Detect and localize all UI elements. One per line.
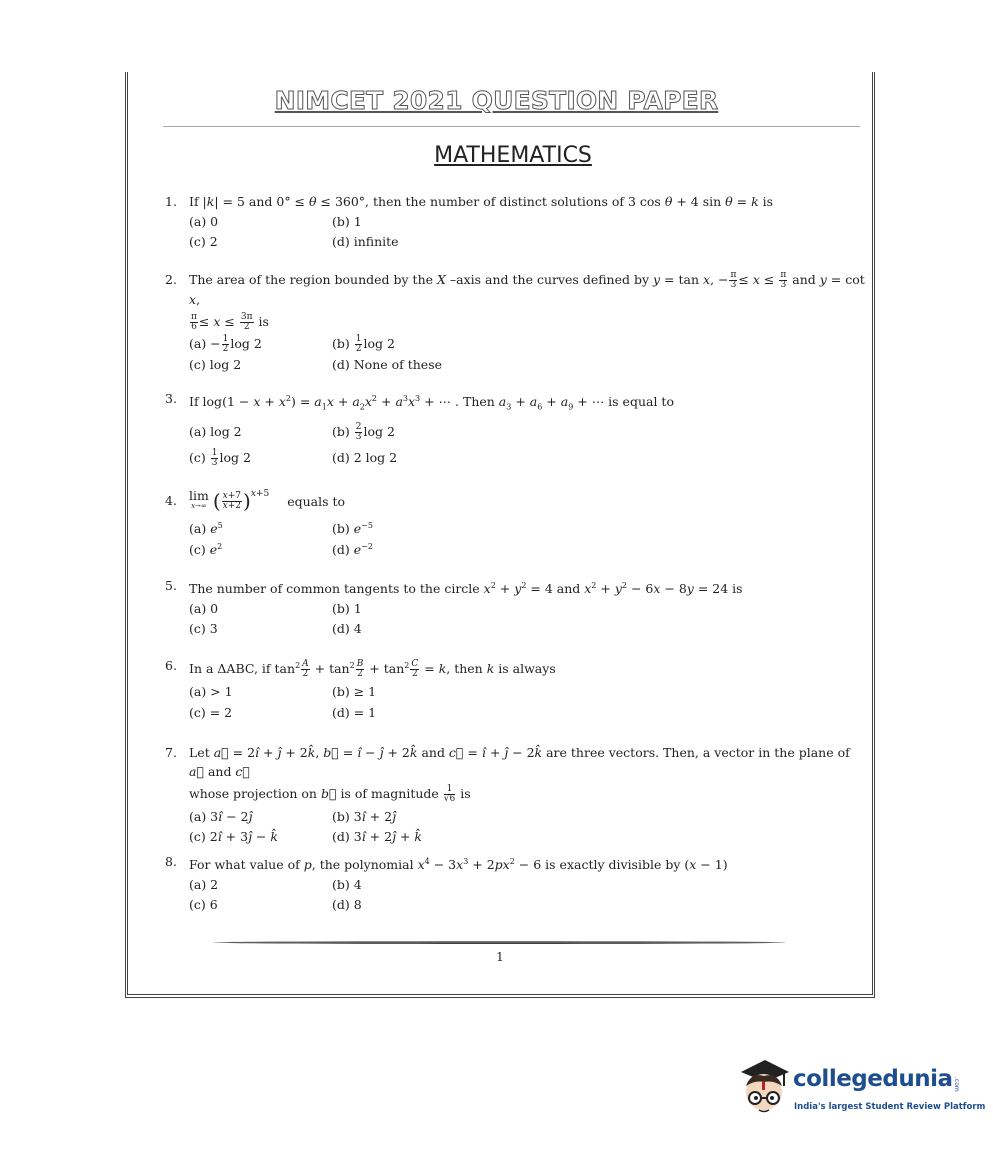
- question-text-cont: whose projection on b⃗ is of magnitude $\frac{1}{√6}$ is: [189, 784, 471, 804]
- option-b[interactable]: (b) $\frac{2}{3}$ log 2: [332, 421, 395, 442]
- option-d[interactable]: (d) 2 log 2: [332, 450, 398, 466]
- option-a[interactable]: (a) $e^5$: [189, 521, 223, 537]
- option-a[interactable]: (a) − $\frac{1}{2}$ log 2: [189, 334, 262, 354]
- question-text: If $\log(1 - x + x^2) = a_1x + a_2x^2 + a^3x^3$ + ⋯ . Then $a_3 + a_6 + a_9$ + ⋯ is equal to: [189, 394, 674, 412]
- option-d[interactable]: (d) = 1: [332, 705, 377, 721]
- option-c[interactable]: (c) $\frac{1}{3}$ log 2: [189, 447, 251, 468]
- question-3: [165, 389, 865, 471]
- brand-name: collegedunia: [793, 1066, 953, 1092]
- page-number: 1: [496, 950, 504, 964]
- option-a[interactable]: (a) 2: [189, 876, 219, 892]
- subject-heading: MATHEMATICS: [434, 143, 592, 168]
- options: [189, 517, 865, 559]
- option-d[interactable]: (d) None of these: [332, 356, 443, 372]
- option-b[interactable]: (b) $e^{-5}$: [332, 521, 373, 537]
- question-number: 1.: [165, 194, 177, 209]
- option-c[interactable]: (c) 6: [189, 896, 218, 912]
- option-c[interactable]: (c) 2: [189, 233, 218, 249]
- option-b[interactable]: (b) 1: [332, 213, 362, 229]
- question-number: 7.: [165, 745, 177, 760]
- option-d[interactable]: (d) 4: [332, 620, 362, 636]
- option-a[interactable]: (a) 0: [189, 213, 219, 229]
- question-4: [165, 485, 865, 559]
- option-a[interactable]: (a) log 2: [189, 424, 242, 440]
- question-text: In a ΔABC, if $\tan^2$ $\frac{A}{2}$ + $\tan^2$ $\frac{B}{2}$ + $\tan^2$ $\frac{C}{2}$ = k, then k is always: [189, 659, 556, 680]
- options: [189, 334, 865, 374]
- question-5: [165, 576, 865, 638]
- option-d[interactable]: (d) infinite: [332, 233, 399, 249]
- option-b[interactable]: (b) 4: [332, 876, 362, 892]
- option-b[interactable]: (b) ≥ 1: [332, 684, 377, 700]
- question-text: For what value of p, the polynomial $x^4 - 3x^3 + 2px^2 - 6$ is exactly divisible by (x − 1): [189, 857, 728, 873]
- question-number: 3.: [165, 391, 177, 406]
- brand-dotcom: .com: [953, 1077, 960, 1092]
- question-number: 2.: [165, 272, 177, 287]
- option-b[interactable]: (b) $\frac{1}{2}$ log 2: [332, 334, 395, 354]
- options: [189, 681, 865, 723]
- option-c[interactable]: (c) 3: [189, 620, 218, 636]
- option-c[interactable]: (c) $e^2$: [189, 542, 223, 558]
- question-text: The number of common tangents to the circle $x^2 + y^2 = 4$ and $x^2 + y^2 - 6x - 8y = 24$ is: [189, 581, 743, 597]
- question-8: [165, 852, 865, 914]
- option-a[interactable]: (a) 0: [189, 600, 219, 616]
- question-number: 6.: [165, 658, 177, 673]
- option-b[interactable]: (b) 1: [332, 600, 362, 616]
- options: [189, 806, 865, 846]
- question-text: Let a⃗ = 2î + ĵ + 2k̂, b⃗ = î − ĵ + 2k̂ and c⃗ = î + ĵ − 2k̂ are three vectors. Then, a vector in the plane of a⃗ and c⃗: [189, 745, 850, 779]
- question-text: If |k| = 5 and 0° ≤ θ ≤ 360°, then the number of distinct solutions of 3 cos θ + 4 sin θ = k is: [189, 194, 774, 209]
- option-d[interactable]: (d) $e^{-2}$: [332, 542, 373, 558]
- options: [189, 419, 865, 471]
- option-d[interactable]: (d) 8: [332, 896, 362, 912]
- question-6: [165, 656, 865, 723]
- options: [189, 874, 865, 914]
- option-b[interactable]: (b) 3î + 2ĵ: [332, 808, 396, 824]
- question-number: 8.: [165, 854, 177, 869]
- question-number: 4.: [165, 493, 177, 508]
- option-c[interactable]: (c) log 2: [189, 356, 242, 372]
- question-text: lim x→∞ ( $\frac{x+7}{x+2}$ ) $^{x +5}$ equals to: [189, 488, 346, 513]
- question-7: [165, 743, 865, 846]
- footer-divider: [213, 941, 786, 944]
- brand-tagline: India's largest Student Review Platform: [794, 1102, 986, 1112]
- question-text: The area of the region bounded by the X –axis and the curves defined by y = tan x, − $\frac{\pi}{3}$ ≤ x ≤ $\frac{\pi}{3}$ and y = cot x,: [189, 270, 865, 307]
- option-c[interactable]: (c) = 2: [189, 705, 233, 721]
- page-title: NIMCET 2021 QUESTION PAPER: [274, 86, 719, 115]
- option-d[interactable]: (d) 3î + 2ĵ + k̂: [332, 828, 422, 844]
- question-1: [165, 192, 865, 251]
- question-number: 5.: [165, 578, 177, 593]
- option-a[interactable]: (a) 3î − 2ĵ: [189, 808, 253, 824]
- option-c[interactable]: (c) 2î + 3ĵ − k̂: [189, 828, 278, 844]
- options: [189, 211, 865, 251]
- question-text-cont: $\frac{\pi}{6}$ ≤ x ≤ $\frac{3\pi}{2}$ is: [191, 312, 269, 332]
- option-a[interactable]: (a) > 1: [189, 684, 233, 700]
- question-2: [165, 270, 865, 374]
- title-divider: [163, 126, 860, 127]
- options: [189, 598, 865, 638]
